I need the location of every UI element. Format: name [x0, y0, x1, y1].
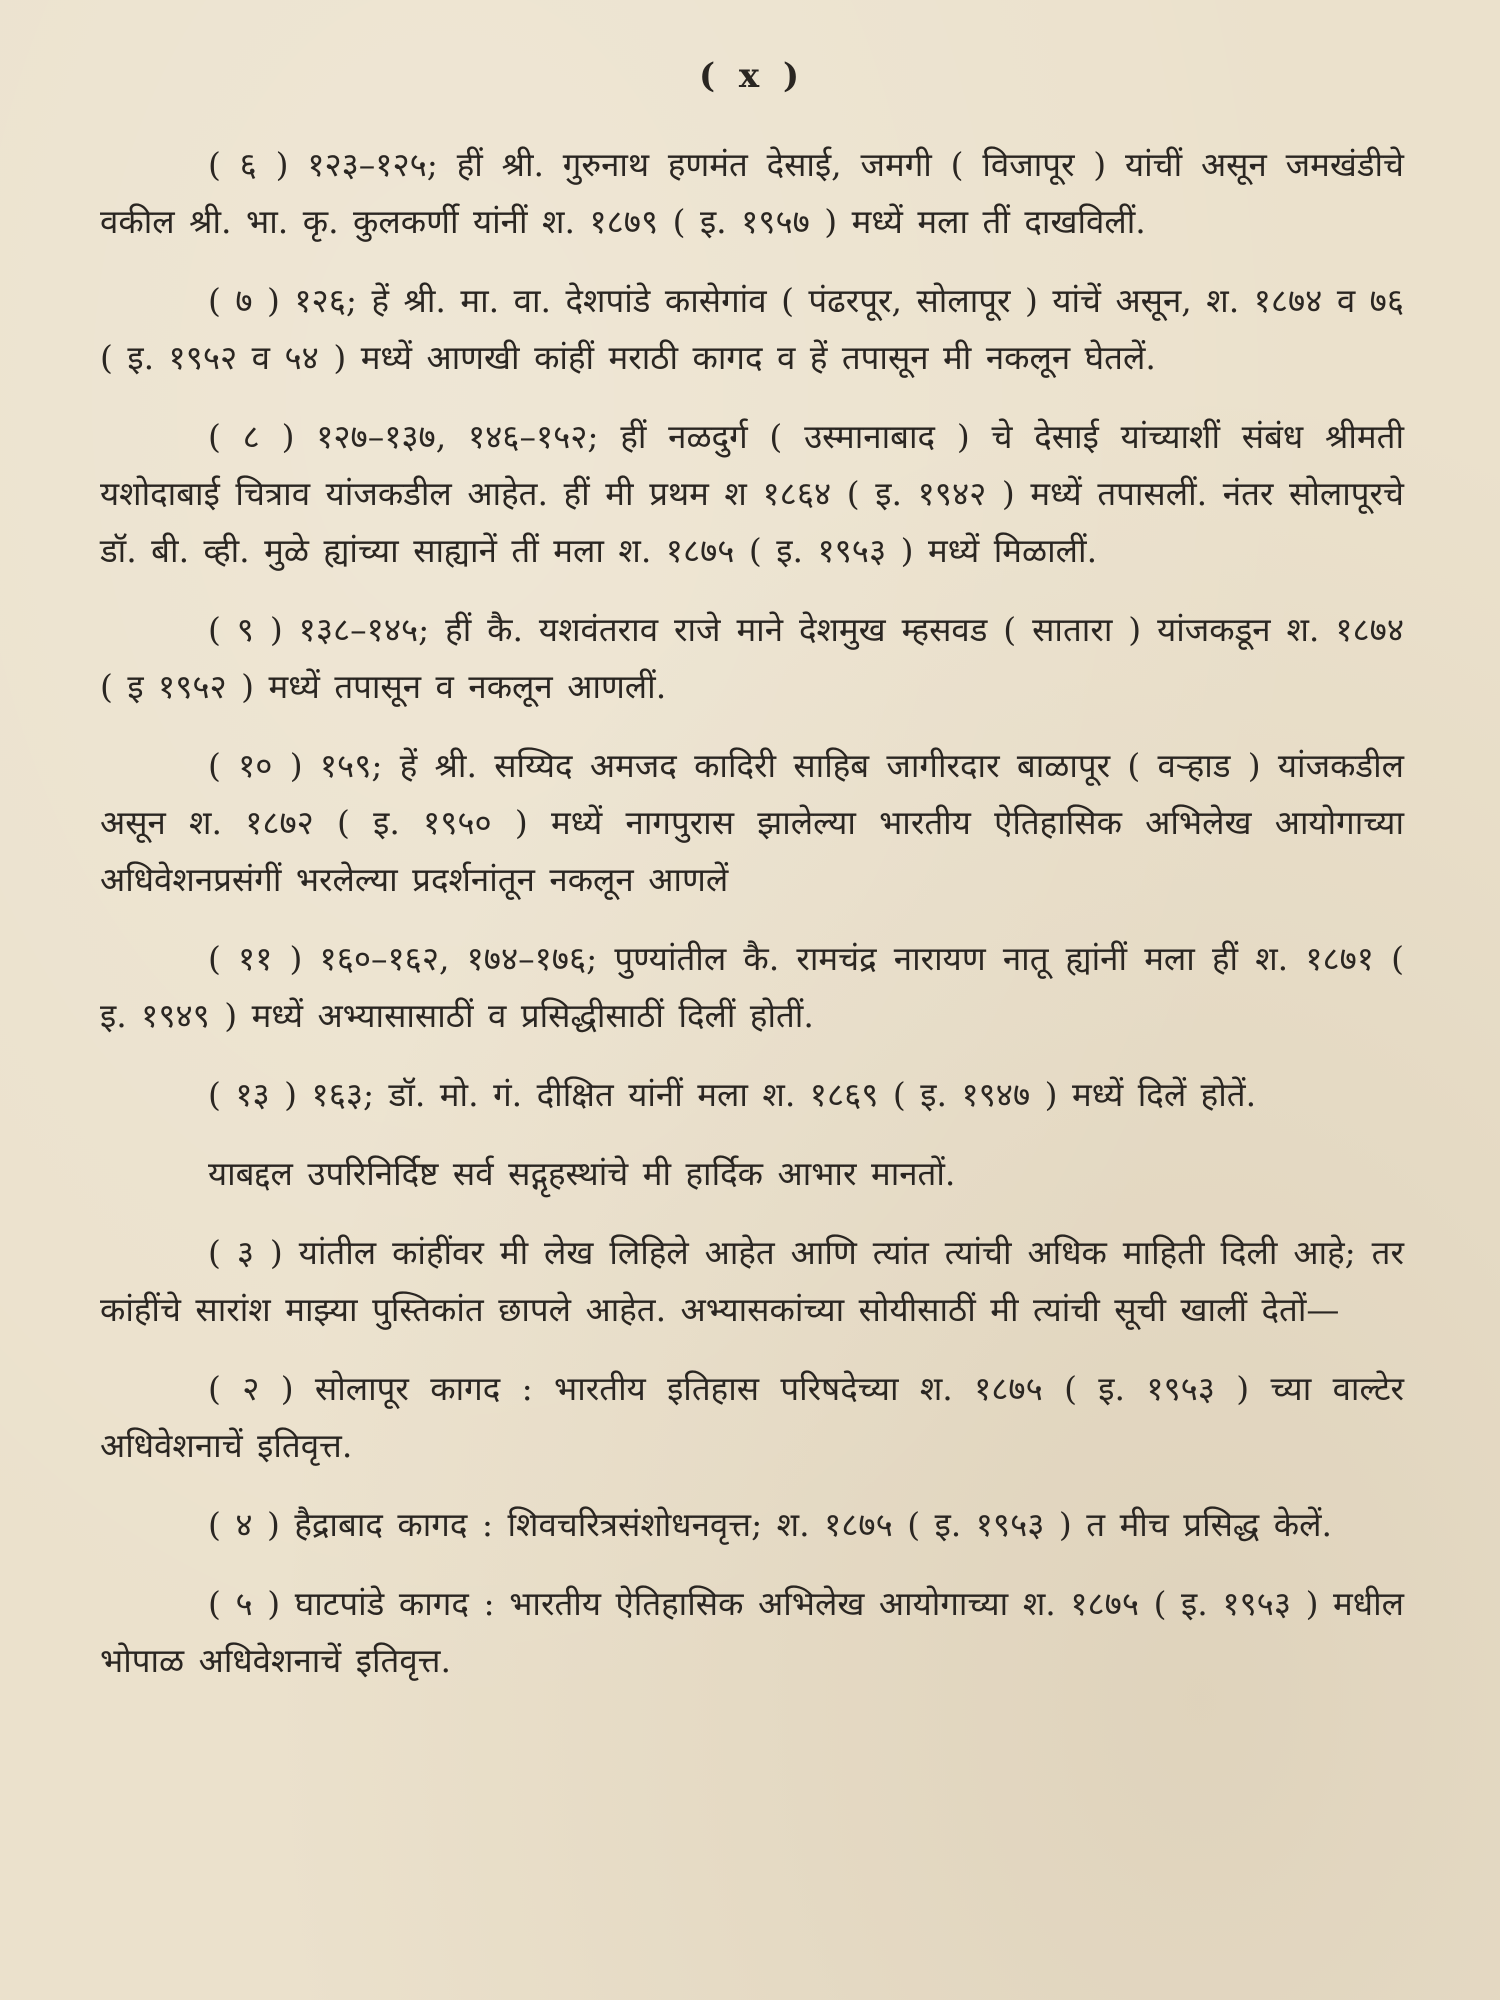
paragraph-list-item-2: ( २ ) सोलापूर कागद : भारतीय इतिहास परिषदेच्या श. १८७५ ( इ. १९५३ ) च्या वाल्टेर अधिवेशनाचें इतिवृत्त. — [100, 1369, 1404, 1465]
page-body — [100, 136, 1404, 1689]
paragraph-source-8: ( ८ ) १२७–१३७, १४६–१५२; हीं नळदुर्ग ( उस्मानाबाद ) चे देसाई यांच्याशीं संबंध श्रीमती यशोदाबाई चित्राव यांजकडील आहेत. हीं मी प्रथम श १८६४ ( इ. १९४२ ) मध्यें तपासलीं. नंतर सोलापूरचे डॉ. बी. व्ही. मुळे ह्यांच्या साह्यानें तीं मला श. १८७५ ( इ. १९५३ ) मध्यें मिळालीं. — [100, 417, 1404, 570]
paragraph-source-6: ( ६ ) १२३–१२५; हीं श्री. गुरुनाथ हणमंत देसाई, जमगी ( विजापूर ) यांचीं असून जमखंडीचे वकील श्री. भा. कृ. कुलकर्णी यांनीं श. १८७९ ( इ. १९५७ ) मध्यें मला तीं दाखविलीं. — [100, 145, 1404, 241]
paragraph-source-7: ( ७ ) १२६; हें श्री. मा. वा. देशपांडे कासेगांव ( पंढरपूर, सोलापूर ) यांचें असून, श. १८७४ व ७६ ( इ. १९५२ व ५४ ) मध्यें आणखी कांहीं मराठी कागद व हें तपासून मी नकलून घेतलें. — [100, 281, 1404, 377]
paragraph-source-9: ( ९ ) १३८–१४५; हीं कै. यशवंतराव राजे माने देशमुख म्हसवड ( सातारा ) यांजकडून श. १८७४ ( इ १९५२ ) मध्यें तपासून व नकलून आणलीं. — [100, 610, 1404, 706]
paragraph-acknowledgement: याबद्दल उपरिनिर्दिष्ट सर्व सद्गृहस्थांचे मी हार्दिक आभार मानतों. — [208, 1154, 956, 1193]
paragraph-list-item-4: ( ४ ) हैद्राबाद कागद : शिवचरित्रसंशोधनवृत्त; श. १८७५ ( इ. १९५३ ) त मीच प्रसिद्ध केलें. — [208, 1505, 1332, 1544]
paragraph-source-13: ( १३ ) १६३; डॉ. मो. गं. दीक्षित यांनीं मला श. १८६९ ( इ. १९४७ ) मध्यें दिलें होतें. — [208, 1075, 1257, 1114]
page-number: ( x ) — [698, 56, 806, 96]
paragraph-source-10: ( १० ) १५९; हें श्री. सय्यिद अमजद कादिरी साहिब जागीरदार बाळापूर ( वऱ्हाड ) यांजकडील असून श. १८७२ ( इ. १९५० ) मध्यें नागपुरास झालेल्या भारतीय ऐतिहासिक अभिलेख आयोगाच्या अधिवेशनप्रसंगीं भरलेल्या प्रदर्शनांतून नकलून आणलें — [100, 746, 1404, 899]
paragraph-source-11: ( ११ ) १६०–१६२, १७४–१७६; पुण्यांतील कै. रामचंद्र नारायण नातू ह्यांनीं मला हीं श. १८७१ ( इ. १९४९ ) मध्यें अभ्यासासाठीं व प्रसिद्धीसाठीं दिलीं होतीं. — [100, 939, 1404, 1035]
paragraph-list-item-5: ( ५ ) घाटपांडे कागद : भारतीय ऐतिहासिक अभिलेख आयोगाच्या श. १८७५ ( इ. १९५३ ) मधील भोपाळ अधिवेशनाचें इतिवृत्त. — [100, 1584, 1404, 1680]
paragraph-section-3: ( ३ ) यांतील कांहींवर मी लेख लिहिले आहेत आणि त्यांत त्यांची अधिक माहिती दिली आहे; तर कांहींचे सारांश माझ्या पुस्तिकांत छापले आहेत. अभ्यासकांच्या सोयीसाठीं मी त्यांची सूची खालीं देतों— — [100, 1233, 1404, 1329]
